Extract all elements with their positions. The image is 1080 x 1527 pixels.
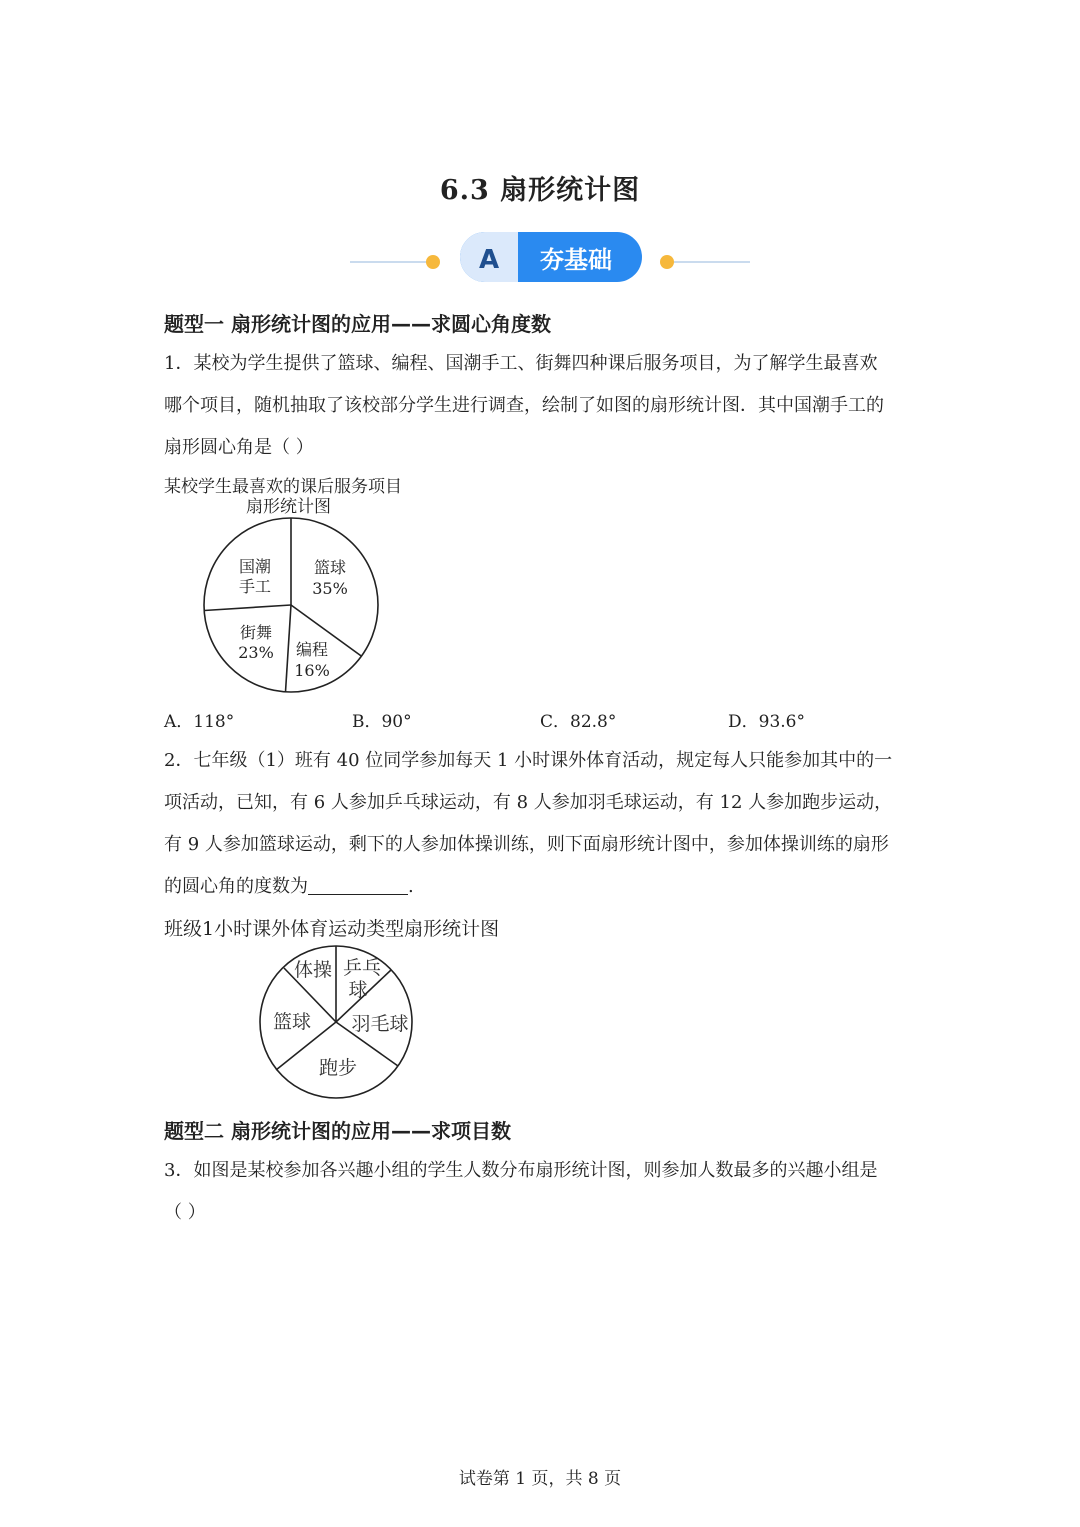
q1-option-a[interactable]: A．118° [164,712,235,732]
q1-label-coding: 编程 [295,640,329,659]
q2-line-2: 项活动，已知，有 6 人参加乒乓球运动，有 8 人参加羽毛球运动，有 12 人参加跑步运动， [164,792,893,813]
q2-label-running: 跑步 [318,1057,358,1079]
q1-divider-coding-dance [286,605,292,692]
q2-line-4-text: 的圆心角的度数为 [164,876,308,897]
q1-option-d[interactable]: D．93.6° [728,712,805,732]
q2-line-3: 有 9 人参加篮球运动，剩下的人参加体操训练，则下面扇形统计图中，参加体操训练的扇形 [164,834,889,855]
q1-divider-dance-handcraft [204,605,291,611]
q1-pie-chart [200,515,385,695]
q2-line-1: 2．七年级（1）班有 40 位同学参加每天 1 小时课外体育活动，规定每人只能参加其中的一 [164,750,893,771]
q2-line-4-end: . [408,876,414,897]
q2-line-4 [164,866,924,908]
q2-pie-chart [256,942,416,1102]
banner-dot-right [660,255,674,269]
q1-option-b[interactable]: B．90° [352,712,412,732]
q1-chart-subtitle: 扇形统计图 [246,497,331,517]
q1-line-2: 哪个项目，随机抽取了该校部分学生进行调查，绘制了如图的扇形统计图．其中国潮手工的 [164,395,884,416]
q1-label-handcraft-1: 国潮 [238,557,272,576]
q1-label-handcraft-2: 手工 [238,577,272,596]
q1-label-dance-pct: 23% [238,643,274,662]
q3-line-1: 3．如图是某校参加各兴趣小组的学生人数分布扇形统计图，则参加人数最多的兴趣小组是 [164,1160,878,1181]
q1-option-c[interactable]: C．82.8° [540,712,617,732]
q2-chart-title: 班级1小时课外体育运动类型扇形统计图 [164,918,500,940]
q1-label-basketball-pct: 35% [312,579,348,598]
q1-line-1: 1．某校为学生提供了篮球、编程、国潮手工、街舞四种课后服务项目，为了解学生最喜欢 [164,353,878,374]
section-heading-2: 题型二 扇形统计图的应用——求项目数 [164,1119,511,1143]
q2-label-gymnastics: 体操 [293,959,333,981]
q2-answer-blank[interactable] [308,876,408,895]
q1-label-coding-pct: 16% [294,661,330,680]
q3-line-2: （ ） [164,1202,206,1223]
q2-label-pingpong-2: 球 [348,979,368,1001]
q2-label-pingpong-1: 乒乓 [342,957,382,979]
banner-letter: A [478,245,500,275]
q1-line-3: 扇形圆心角是（ ） [164,437,314,458]
q1-label-dance: 街舞 [239,623,273,642]
q2-label-basketball: 篮球 [272,1011,312,1033]
section-banner [340,226,760,288]
banner-label: 夯基础 [540,246,612,274]
banner-dot-left [426,255,440,269]
q2-label-badminton: 羽毛球 [351,1013,409,1035]
page-footer: 试卷第 1 页，共 8 页 [458,1469,622,1489]
page-title: 6.3 扇形统计图 [439,175,641,206]
q1-label-basketball: 篮球 [313,558,347,577]
q1-chart-title: 某校学生最喜欢的课后服务项目 [164,477,402,497]
section-heading-1: 题型一 扇形统计图的应用——求圆心角度数 [164,312,551,336]
